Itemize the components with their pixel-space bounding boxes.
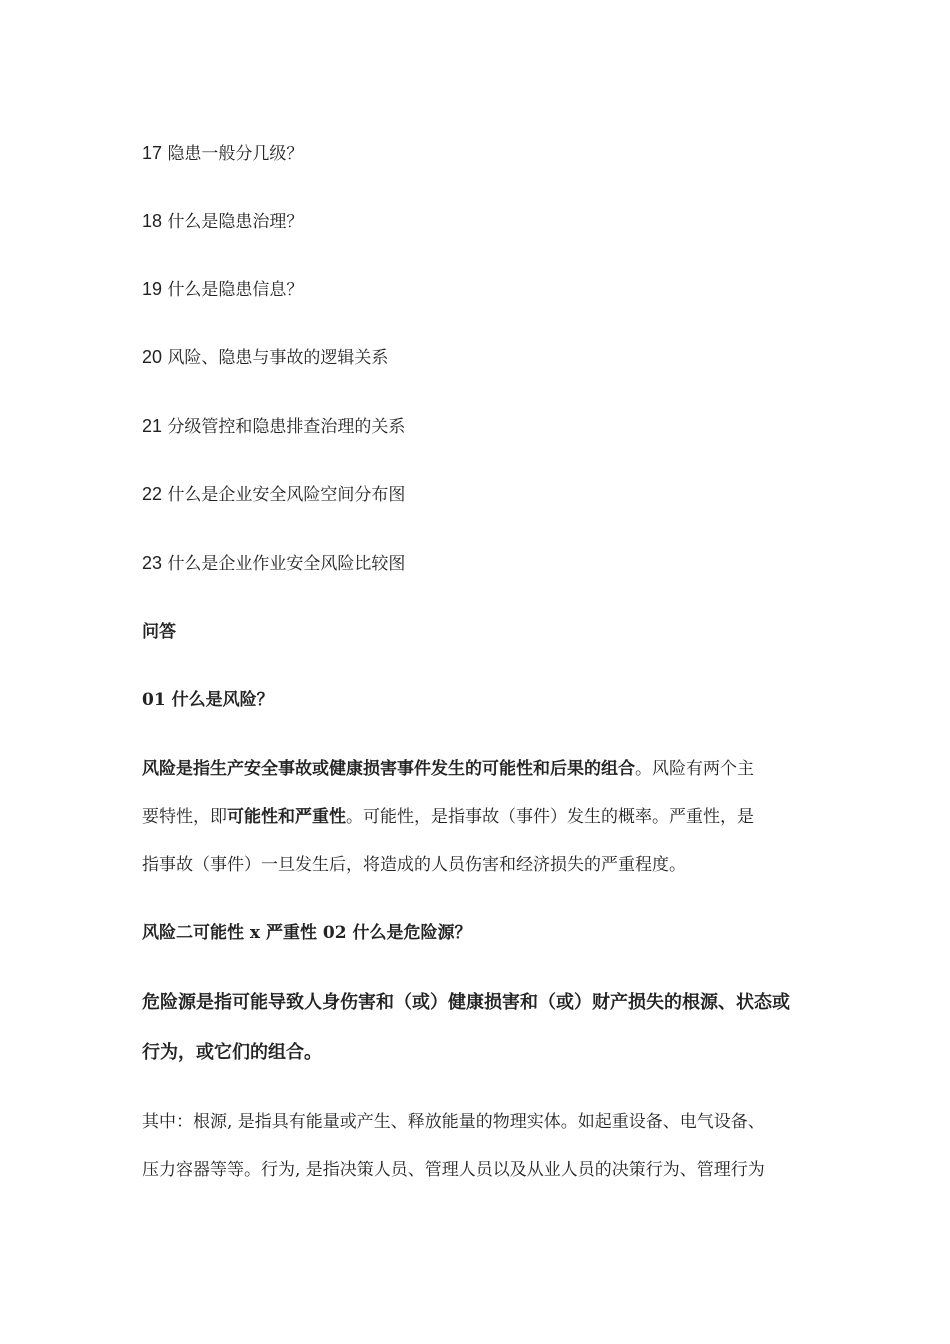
toc-number: 19 — [142, 279, 163, 299]
qa-heading: 问答 — [142, 622, 176, 642]
toc-item-19 — [142, 277, 812, 302]
toc-text: 什么是隐患信息？ — [167, 280, 304, 300]
toc-text: 什么是企业安全风险空间分布图 — [167, 485, 406, 505]
toc-text: 隐患一般分几级？ — [167, 144, 304, 164]
toc-text: 分级管控和隐患排查治理的关系 — [167, 417, 406, 437]
toc-number: 20 — [142, 347, 163, 367]
body-text: 。风险有两个主 — [635, 759, 754, 779]
toc-text: 什么是企业作业安全风险比较图 — [167, 554, 406, 574]
paragraph-risk-line-1 — [142, 757, 812, 781]
body-text: 。可能性，是指事故（事件）发生的概率。严重性，是 — [346, 807, 754, 827]
emphasis-text: 风险是指生产安全事故或健康损害事件发生的可能性和后果的组合 — [142, 759, 635, 779]
paragraph-source-line-2: 压力容器等等。行为, 是指决策人员、管理人员以及从业人员的决策行为、管理行为 — [142, 1160, 765, 1180]
toc-number: 23 — [142, 553, 163, 573]
toc-number: 17 — [142, 143, 163, 163]
toc-item-21 — [142, 414, 812, 439]
emphasis-text: 可能性和严重性 — [227, 807, 346, 827]
question-01: 01 什么是风险？ — [142, 690, 274, 710]
toc-number: 21 — [142, 416, 163, 436]
formula-and-question-02: 风险二可能性 x 严重性 02 什么是危险源？ — [142, 923, 472, 943]
toc-number: 18 — [142, 211, 163, 231]
toc-item-22 — [142, 482, 812, 507]
paragraph-source-line-1: 其中：根源, 是指具有能量或产生、释放能量的物理实体。如起重设备、电气设备、 — [142, 1112, 765, 1132]
toc-item-23 — [142, 551, 812, 576]
toc-number: 22 — [142, 484, 163, 504]
paragraph-risk-line-3: 指事故（事件）一旦发生后，将造成的人员伤害和经济损失的严重程度。 — [142, 855, 686, 875]
paragraph-risk-line-2 — [142, 805, 812, 829]
toc-item-17 — [142, 141, 812, 166]
body-text: 要特性，即 — [142, 807, 227, 827]
hazard-definition-line-1: 危险源是指可能导致人身伤害和（或）健康损害和（或）财产损失的根源、状态或 — [142, 992, 790, 1013]
toc-item-20 — [142, 345, 812, 370]
toc-text: 什么是隐患治理？ — [167, 212, 304, 232]
toc-item-18 — [142, 209, 812, 234]
toc-text: 风险、隐患与事故的逻辑关系 — [167, 348, 389, 368]
hazard-definition-line-2: 行为，或它们的组合。 — [142, 1042, 322, 1063]
